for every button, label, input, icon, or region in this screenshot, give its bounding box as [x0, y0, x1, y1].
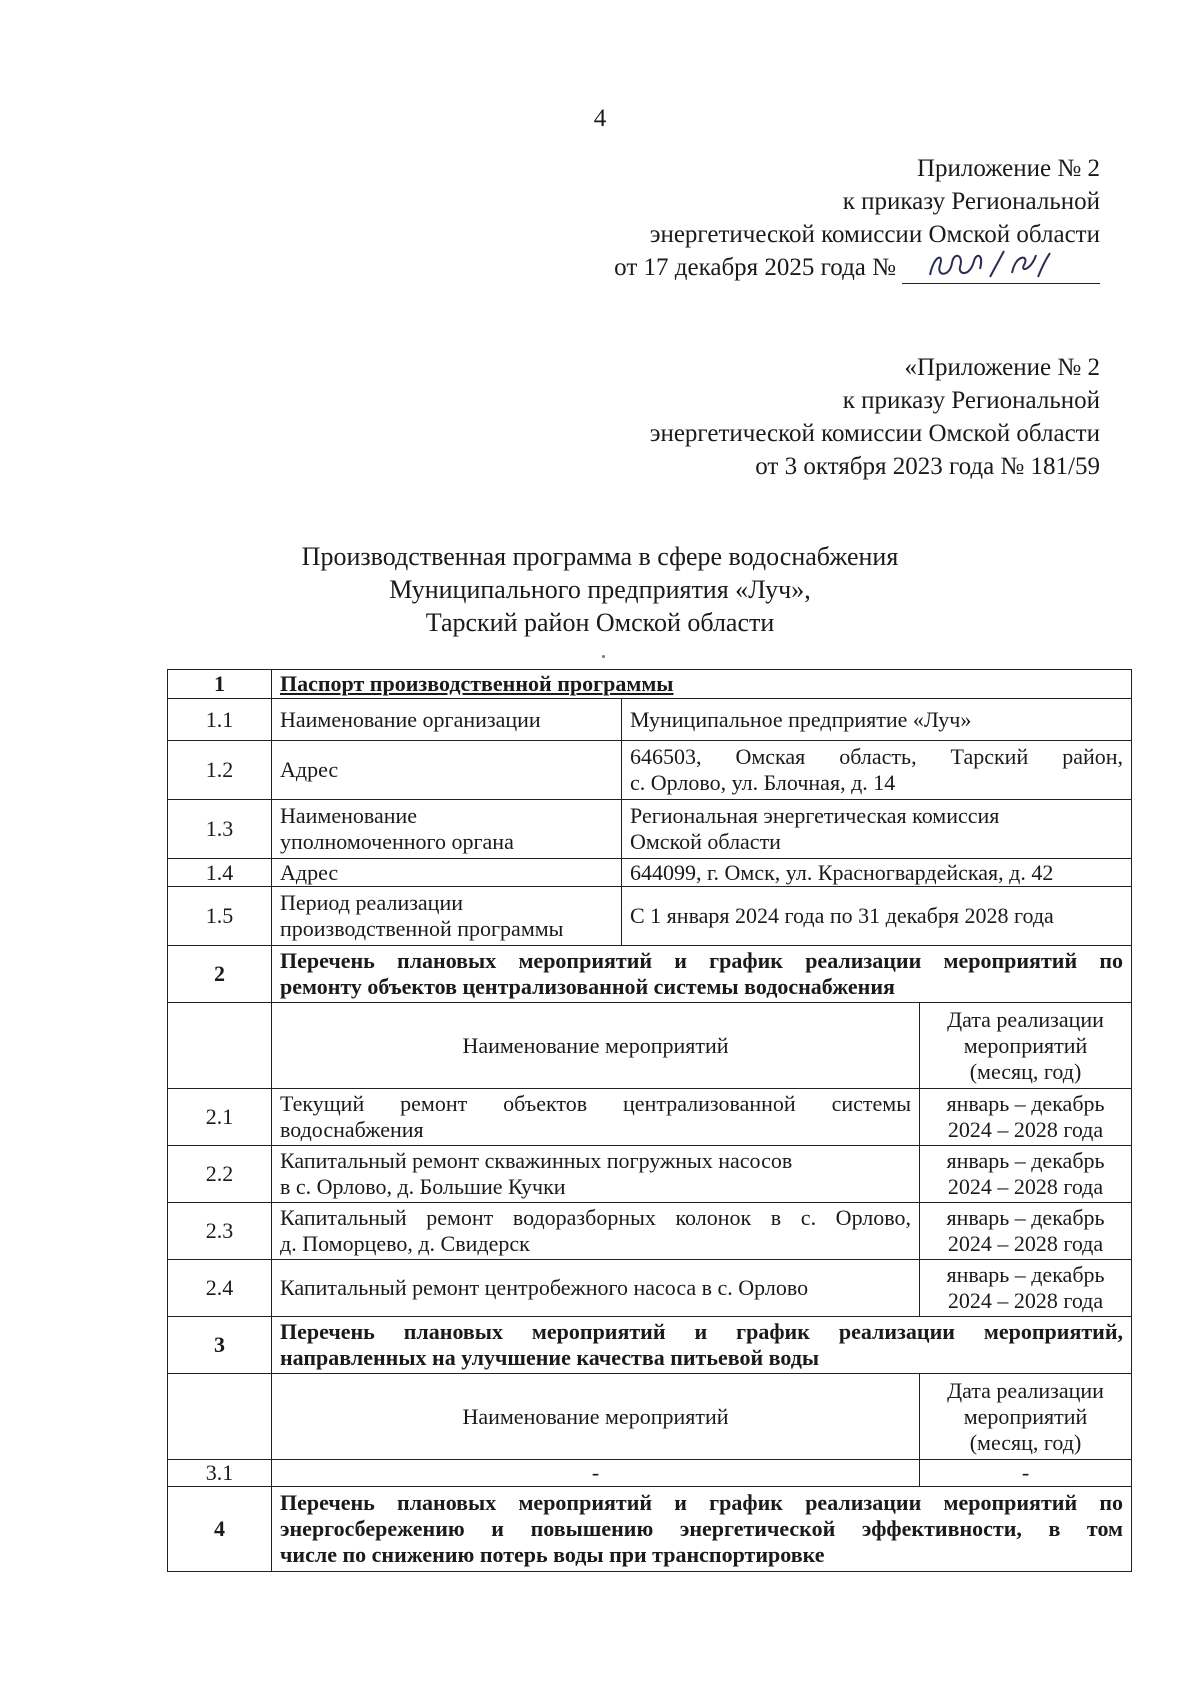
- measure-name: [272, 1089, 920, 1146]
- row-number: 1.2: [168, 741, 272, 800]
- appendix-date-line: [614, 251, 1100, 284]
- section-number: 1: [168, 670, 272, 699]
- measure-name: Капитальный ремонт центробежного насоса в с. Орлово: [272, 1260, 920, 1317]
- header-line: мероприятий: [963, 1403, 1088, 1429]
- date-line: январь – декабрь: [946, 1148, 1105, 1173]
- value-line: Омской области: [630, 829, 781, 854]
- name-line: в с. Орлово, д. Большие Кучки: [280, 1174, 566, 1199]
- date-line: январь – декабрь: [946, 1205, 1105, 1230]
- title-line-2: Муниципального предприятия «Луч»,: [389, 575, 811, 604]
- column-header-row: [168, 1374, 1132, 1460]
- appendix-date: от 17 декабря 2025 года №: [614, 254, 896, 281]
- section-heading: [272, 946, 1132, 1003]
- name-line: Текущий ремонт объектов централизованной системы: [280, 1091, 911, 1116]
- scan-speck: [602, 655, 605, 658]
- label-line: уполномоченного органа: [280, 829, 514, 854]
- section-1-header-row: [168, 670, 1132, 699]
- appendix-header-new: [614, 152, 1100, 284]
- table-row: [168, 699, 1132, 741]
- page-number: 4: [593, 105, 607, 132]
- row-number: 3.1: [168, 1460, 272, 1487]
- section-4-header-row: [168, 1487, 1132, 1572]
- row-label: Адрес: [272, 859, 622, 887]
- section-heading: [272, 1317, 1132, 1374]
- title-line-3: Тарский район Омской области: [425, 608, 775, 637]
- section-heading: Паспорт производственной программы: [272, 670, 1132, 699]
- label-line: производственной программы: [280, 916, 564, 941]
- row-label: [272, 887, 622, 946]
- heading-line: числе по снижению потерь воды при транспортировке: [280, 1542, 825, 1567]
- header-line: мероприятий: [963, 1032, 1088, 1058]
- header-line: Дата реализации: [947, 1006, 1104, 1032]
- heading-line: Перечень плановых мероприятий и график реализации мероприятий по: [280, 1490, 1124, 1515]
- date-line: 2024 – 2028 года: [947, 1174, 1104, 1199]
- table-row: [168, 800, 1132, 859]
- table-row: [168, 1146, 1132, 1203]
- appendix-title: Приложение № 2: [916, 155, 1100, 182]
- section-number: 4: [168, 1487, 272, 1572]
- row-number: 1.1: [168, 699, 272, 741]
- column-header-name: Наименование мероприятий: [272, 1003, 920, 1089]
- column-header-date: [920, 1374, 1132, 1460]
- label-line: Наименование: [280, 803, 418, 828]
- measure-date: [920, 1089, 1132, 1146]
- row-number: 1.5: [168, 887, 272, 946]
- table-row: [168, 1203, 1132, 1260]
- date-line: 2024 – 2028 года: [947, 1231, 1104, 1256]
- appendix-order-ref: к приказу Региональной: [842, 188, 1100, 215]
- row-number: 2.3: [168, 1203, 272, 1260]
- column-header-name: Наименование мероприятий: [272, 1374, 920, 1460]
- row-label: [272, 800, 622, 859]
- section-number: 3: [168, 1317, 272, 1374]
- column-header-row: [168, 1003, 1132, 1089]
- name-line: д. Поморцево, д. Свидерск: [280, 1231, 530, 1256]
- row-number: 2.1: [168, 1089, 272, 1146]
- heading-line: направленных на улучшение качества питьевой воды: [280, 1345, 820, 1370]
- row-value: Муниципальное предприятие «Луч»: [622, 699, 1132, 741]
- row-number: 2.4: [168, 1260, 272, 1317]
- table-row: [168, 741, 1132, 800]
- row-label: Наименование организации: [272, 699, 622, 741]
- measure-name: -: [272, 1460, 920, 1487]
- name-line: Капитальный ремонт водоразборных колонок в с. Орлово,: [280, 1205, 911, 1230]
- table-row: [168, 887, 1132, 946]
- name-line: водоснабжения: [280, 1117, 424, 1142]
- appendix-header-old: [650, 351, 1100, 483]
- header-line: Дата реализации: [947, 1377, 1104, 1403]
- title-line-1: Производственная программа в сфере водоснабжения: [301, 542, 899, 571]
- measure-name: [272, 1146, 920, 1203]
- heading-line: Перечень плановых мероприятий и график реализации мероприятий по: [280, 948, 1124, 973]
- row-value: [622, 800, 1132, 859]
- value-line: Региональная энергетическая комиссия: [630, 803, 1000, 828]
- empty-cell: [168, 1003, 272, 1089]
- row-number: 1.3: [168, 800, 272, 859]
- value-line: 646503, Омская область, Тарский район,: [630, 744, 1124, 769]
- row-number: 2.2: [168, 1146, 272, 1203]
- value-line: с. Орлово, ул. Блочная, д. 14: [630, 770, 896, 795]
- section-2-header-row: [168, 946, 1132, 1003]
- table-row: [168, 859, 1132, 887]
- column-header-date: [920, 1003, 1132, 1089]
- old-appendix-commission: энергетической комиссии Омской области: [649, 420, 1100, 447]
- date-line: январь – декабрь: [946, 1262, 1105, 1287]
- empty-cell: [168, 1374, 272, 1460]
- table-row: [168, 1260, 1132, 1317]
- old-appendix-order-ref: к приказу Региональной: [842, 387, 1100, 414]
- order-number-handwritten: [902, 255, 1100, 284]
- measure-date: [920, 1146, 1132, 1203]
- header-line: (месяц, год): [969, 1058, 1082, 1084]
- row-value: [622, 741, 1132, 800]
- section-heading: [272, 1487, 1132, 1572]
- row-label: Адрес: [272, 741, 622, 800]
- appendix-commission: энергетической комиссии Омской области: [649, 221, 1100, 248]
- measure-date: -: [920, 1460, 1132, 1487]
- measure-date: [920, 1260, 1132, 1317]
- old-appendix-title: «Приложение № 2: [904, 354, 1100, 381]
- old-appendix-date: от 3 октября 2023 года № 181/59: [755, 453, 1100, 480]
- program-table: [167, 669, 1132, 1572]
- section-number: 2: [168, 946, 272, 1003]
- heading-line: ремонту объектов централизованной системы водоснабжения: [280, 974, 895, 999]
- measure-date: [920, 1203, 1132, 1260]
- header-line: (месяц, год): [969, 1429, 1082, 1455]
- name-line: Капитальный ремонт скважинных погружных насосов: [280, 1148, 793, 1173]
- heading-line: энергосбережению и повышению энергетической эффективности, в том: [280, 1516, 1124, 1541]
- row-value: 644099, г. Омск, ул. Красногвардейская, д. 42: [622, 859, 1132, 887]
- date-line: январь – декабрь: [946, 1091, 1105, 1116]
- date-line: 2024 – 2028 года: [947, 1117, 1104, 1142]
- section-3-header-row: [168, 1317, 1132, 1374]
- row-value: С 1 января 2024 года по 31 декабря 2028 года: [622, 887, 1132, 946]
- table-row: [168, 1460, 1132, 1487]
- label-line: Период реализации: [280, 890, 464, 915]
- table-row: [168, 1089, 1132, 1146]
- handwritten-number-icon: [920, 247, 1070, 281]
- heading-line: Перечень плановых мероприятий и график реализации мероприятий,: [280, 1319, 1124, 1344]
- date-line: 2024 – 2028 года: [947, 1288, 1104, 1313]
- document-title: [0, 540, 1200, 639]
- row-number: 1.4: [168, 859, 272, 887]
- measure-name: [272, 1203, 920, 1260]
